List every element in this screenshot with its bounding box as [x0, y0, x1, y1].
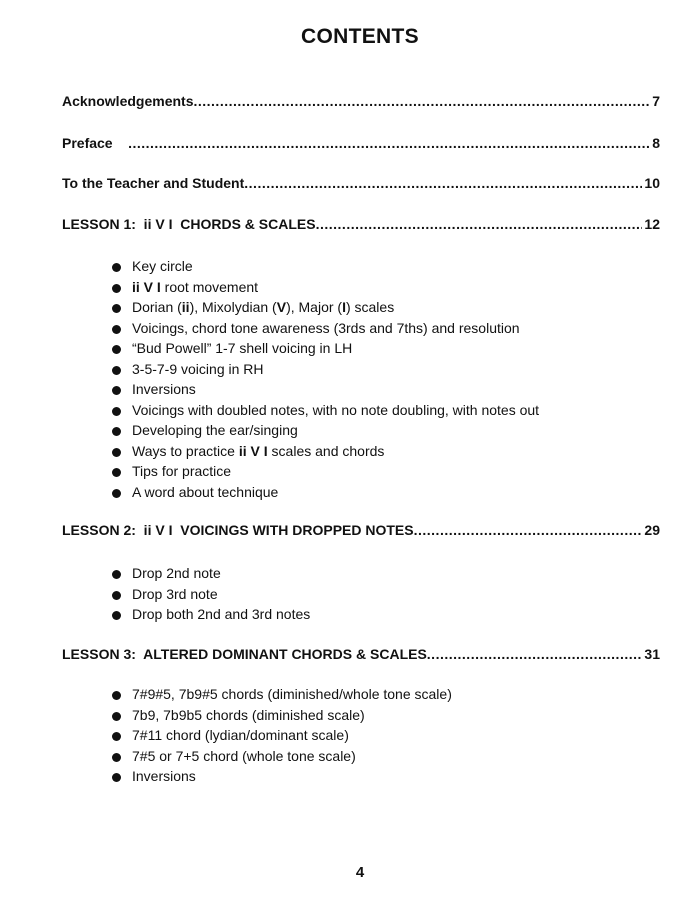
toc-label: Acknowledgements: [62, 93, 194, 109]
list-item: Key circle: [112, 256, 539, 277]
toc-page-number: 7: [652, 93, 660, 109]
list-item: Drop 3rd note: [112, 584, 310, 605]
toc-leader: [316, 216, 643, 232]
list-item: 7#5 or 7+5 chord (whole tone scale): [112, 746, 452, 767]
toc-entry-lesson-3[interactable]: [62, 646, 660, 662]
bullet-icon: [112, 304, 121, 313]
toc-label: LESSON 2: ii V I VOICINGS WITH DROPPED NOTES: [62, 522, 414, 538]
list-item: Inversions: [112, 379, 539, 400]
bullet-icon: [112, 427, 121, 436]
toc-label: To the Teacher and Student: [62, 175, 245, 191]
bullet-icon: [112, 691, 121, 700]
bullet-icon: [112, 263, 121, 272]
bullet-icon: [112, 325, 121, 334]
list-item: “Bud Powell” 1-7 shell voicing in LH: [112, 338, 539, 359]
list-item: Voicings, chord tone awareness (3rds and 7ths) and resolution: [112, 318, 539, 339]
bullet-icon: [112, 570, 121, 579]
bullet-icon: [112, 611, 121, 620]
list-item: Tips for practice: [112, 461, 539, 482]
bullet-icon: [112, 345, 121, 354]
bullet-icon: [112, 591, 121, 600]
bullet-icon: [112, 753, 121, 762]
toc-leader: [128, 135, 650, 151]
toc-label: LESSON 1: ii V I CHORDS & SCALES: [62, 216, 316, 232]
list-item: 7b9, 7b9b5 chords (diminished scale): [112, 705, 452, 726]
list-item: 7#11 chord (lydian/dominant scale): [112, 725, 452, 746]
list-item: Developing the ear/singing: [112, 420, 539, 441]
toc-entry-acknowledgements[interactable]: [62, 93, 660, 109]
bullet-icon: [112, 732, 121, 741]
toc-leader: [414, 522, 643, 538]
list-item: Dorian (ii), Mixolydian (V), Major (I) scales: [112, 297, 539, 318]
bullet-icon: [112, 448, 121, 457]
toc-page-number: 29: [644, 522, 660, 538]
page-title: CONTENTS: [301, 25, 419, 48]
toc-page-number: 10: [644, 175, 660, 191]
toc-entry-preface[interactable]: [62, 135, 660, 151]
list-item: 3-5-7-9 voicing in RH: [112, 359, 539, 380]
list-item: Drop both 2nd and 3rd notes: [112, 604, 310, 625]
bullet-icon: [112, 284, 121, 293]
lesson-2-topic-list: [112, 563, 310, 625]
list-item: Inversions: [112, 766, 452, 787]
bullet-icon: [112, 712, 121, 721]
bullet-icon: [112, 407, 121, 416]
list-item: ii V I root movement: [112, 277, 539, 298]
toc-page-number: 31: [644, 646, 660, 662]
list-item: Voicings with doubled notes, with no note doubling, with notes out: [112, 400, 539, 421]
toc-leader: [193, 93, 650, 109]
bullet-icon: [112, 773, 121, 782]
toc-label: LESSON 3: ALTERED DOMINANT CHORDS & SCALES: [62, 646, 427, 662]
lesson-1-topic-list: [112, 256, 539, 502]
toc-page-number: 12: [644, 216, 660, 232]
toc-leader: [244, 175, 642, 191]
bullet-icon: [112, 386, 121, 395]
list-item: A word about technique: [112, 482, 539, 503]
lesson-3-topic-list: [112, 684, 452, 787]
page-number: 4: [355, 864, 365, 881]
toc-entry-teacher-and-student[interactable]: [62, 175, 660, 191]
toc-entry-lesson-2[interactable]: [62, 522, 660, 538]
toc-page-number: 8: [652, 135, 660, 151]
list-item: Ways to practice ii V I scales and chords: [112, 441, 539, 462]
bullet-icon: [112, 468, 121, 477]
list-item: Drop 2nd note: [112, 563, 310, 584]
bullet-icon: [112, 366, 121, 375]
toc-label: Preface: [62, 135, 113, 151]
toc-leader: [427, 646, 643, 662]
bullet-icon: [112, 489, 121, 498]
list-item: 7#9#5, 7b9#5 chords (diminished/whole tone scale): [112, 684, 452, 705]
toc-entry-lesson-1[interactable]: [62, 216, 660, 232]
